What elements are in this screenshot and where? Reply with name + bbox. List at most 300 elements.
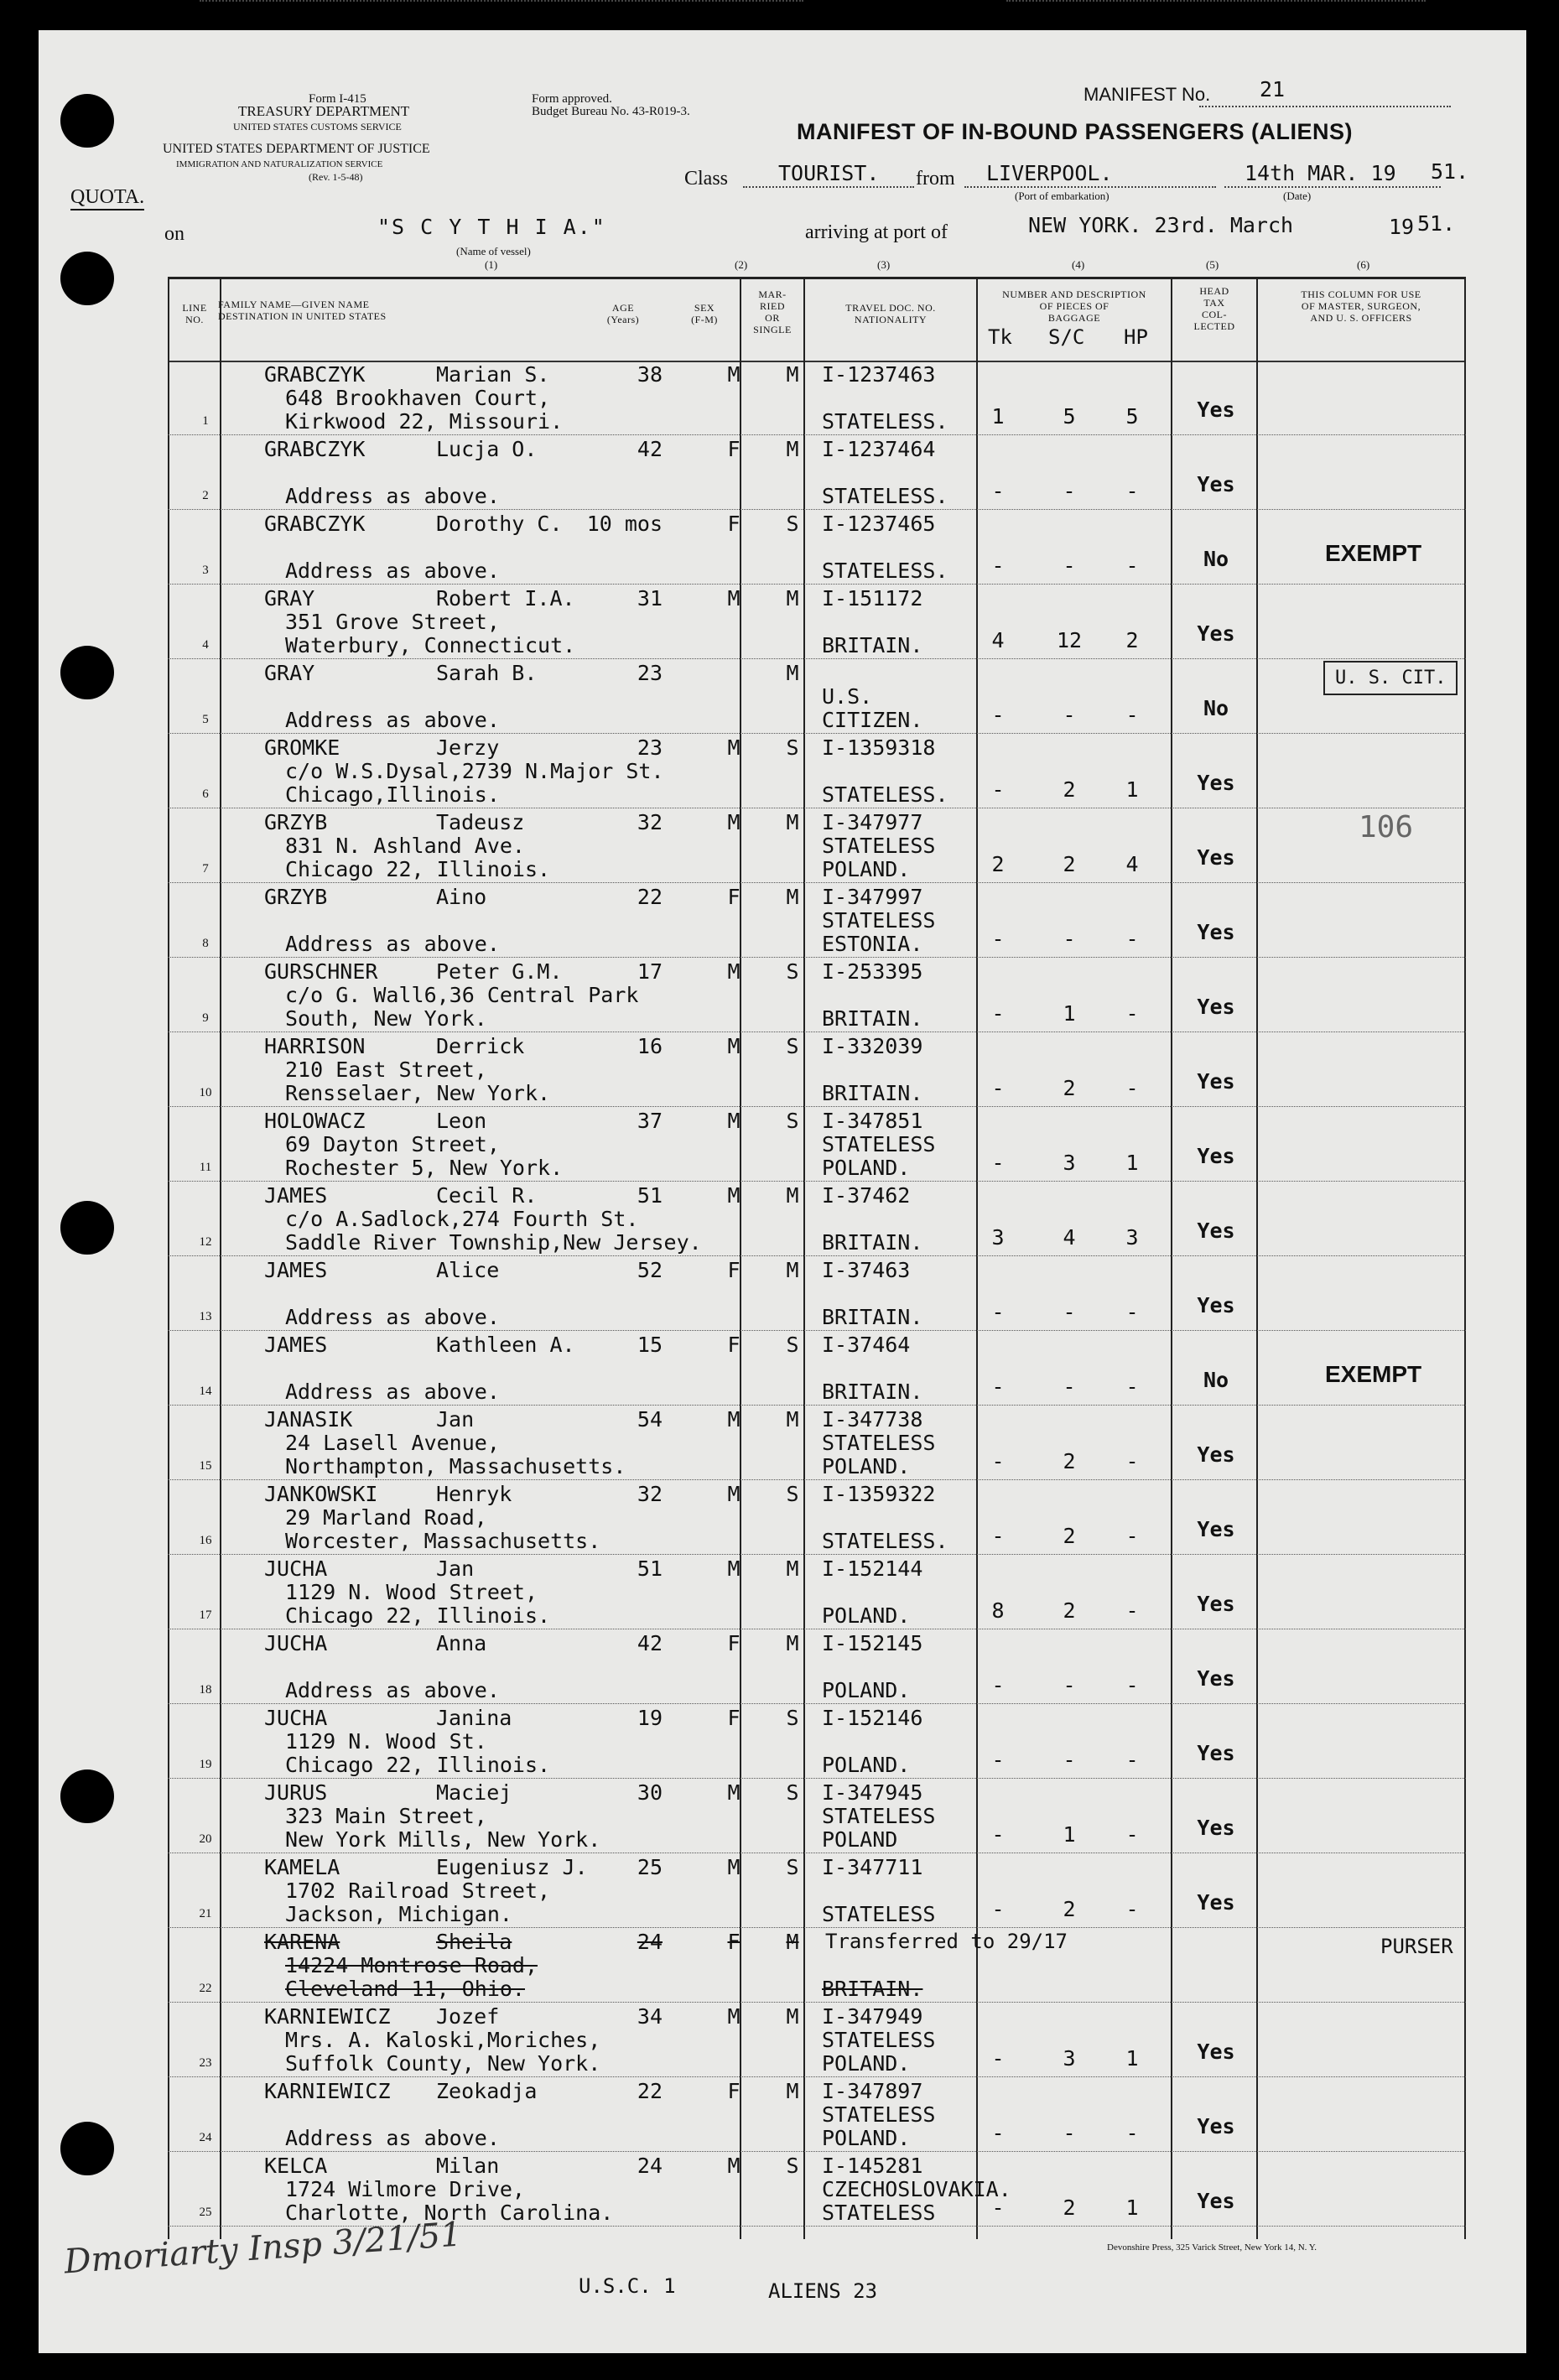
head-tax-collected: Yes — [1197, 1741, 1235, 1765]
line-number: 13 — [199, 1310, 212, 1323]
given-name: Sheila — [436, 1930, 512, 1954]
col-line-no: LINE NO. — [182, 302, 207, 325]
col-hp: HP — [1124, 325, 1148, 349]
address-line-2: South, New York. — [285, 1006, 487, 1031]
address-line-2: New York Mills, New York. — [285, 1827, 601, 1852]
head-tax-collected: Yes — [1197, 771, 1235, 795]
punch-hole — [60, 94, 114, 148]
baggage-tk: - — [991, 927, 1005, 951]
age: 23 — [637, 661, 663, 685]
marital-status: S — [786, 1855, 799, 1879]
baggage-hp: 1 — [1125, 2046, 1139, 2071]
line-number: 22 — [199, 1982, 212, 1995]
given-name: Anna — [436, 1631, 487, 1655]
baggage-sc: 2 — [1063, 1449, 1076, 1473]
address-line-2: Address as above. — [285, 484, 500, 508]
family-name: KAMELA — [264, 1855, 340, 1879]
baggage-sc: - — [1063, 703, 1076, 727]
marital-status: S — [786, 1333, 799, 1357]
head-tax-collected: Yes — [1197, 1517, 1235, 1541]
address-line-1: c/o G. Wall6,36 Central Park — [285, 983, 639, 1007]
nationality: BRITAIN. — [822, 1380, 923, 1404]
baggage-sc: 3 — [1063, 2046, 1076, 2071]
family-name: GRABCZYK — [264, 437, 366, 461]
baggage-tk: 1 — [991, 404, 1005, 429]
marital-status: M — [786, 885, 799, 909]
given-name: Maciej — [436, 1780, 512, 1805]
passenger-table — [168, 277, 1466, 2239]
baggage-hp: - — [1125, 1748, 1139, 1772]
address-line-1: 648 Brookhaven Court, — [285, 386, 551, 410]
nationality: BRITAIN. — [822, 1230, 923, 1255]
port-caption: (Port of embarkation) — [1015, 190, 1109, 202]
printer-imprint: Devonshire Press, 325 Varick Street, New York 14, N. Y. — [1107, 2242, 1317, 2253]
sex: M — [727, 959, 741, 984]
table-row — [168, 1331, 1466, 1406]
ins-service: IMMIGRATION AND NATURALIZATION SERVICE — [176, 159, 383, 169]
address-line-2: Address as above. — [285, 1380, 500, 1404]
nationality: STATELESS — [822, 1902, 936, 1926]
nationality: POLAND. — [822, 1156, 911, 1180]
given-name: Sarah B. — [436, 661, 538, 685]
travel-doc-no: I-347711 — [822, 1855, 923, 1879]
given-name: Peter G.M. — [436, 959, 563, 984]
head-tax-collected: No — [1203, 1368, 1229, 1392]
given-name: Aino — [436, 885, 487, 909]
given-name: Milan — [436, 2154, 500, 2178]
baggage-hp: - — [1125, 1822, 1139, 1847]
address-line-1: 24 Lasell Avenue, — [285, 1431, 500, 1455]
baggage-sc: 5 — [1063, 404, 1076, 429]
marital-status: S — [786, 512, 799, 536]
nationality: BRITAIN. — [822, 633, 923, 657]
travel-doc-no: I-145281 — [822, 2154, 923, 2178]
age: 22 — [637, 885, 663, 909]
table-row — [168, 2003, 1466, 2077]
baggage-tk: - — [991, 703, 1005, 727]
family-name: HARRISON — [264, 1034, 366, 1058]
usc-code: U.S.C. 1 — [579, 2274, 676, 2298]
sex: F — [727, 1706, 741, 1730]
nationality: BRITAIN. — [822, 1305, 923, 1329]
col-sex: SEX (F-M) — [691, 302, 718, 325]
travel-doc-no: I-347997 — [822, 885, 923, 909]
nationality: BRITAIN. — [822, 1081, 923, 1105]
col-family: FAMILY NAME—GIVEN NAME DESTINATION IN UNITED STATES — [218, 299, 387, 322]
baggage-sc: 4 — [1063, 1225, 1076, 1250]
sex: M — [727, 1855, 741, 1879]
table-row — [168, 1480, 1466, 1555]
baggage-tk: - — [991, 1076, 1005, 1100]
baggage-tk: 2 — [991, 852, 1005, 876]
col-head-tax: HEAD TAX COL- LECTED — [1193, 285, 1235, 332]
address-line-1: 351 Grove Street, — [285, 610, 500, 634]
marital-status: M — [786, 362, 799, 387]
family-name: GRZYB — [264, 885, 328, 909]
address-line-2: Address as above. — [285, 559, 500, 583]
nationality: BRITAIN. — [822, 1977, 923, 2001]
table-row — [168, 585, 1466, 659]
age: 10 mos — [586, 512, 663, 536]
purser-signature-label: PURSER — [1380, 1935, 1453, 1958]
budget-bureau: Budget Bureau No. 43-R019-3. — [532, 105, 690, 118]
given-name: Zeokadja — [436, 2079, 538, 2103]
sex: F — [727, 885, 741, 909]
sex: F — [727, 1631, 741, 1655]
nationality: CITIZEN. — [822, 708, 923, 732]
given-name: Lucja O. — [436, 437, 538, 461]
age: 31 — [637, 586, 663, 611]
line-number: 23 — [199, 2056, 212, 2070]
baggage-hp: 5 — [1125, 404, 1139, 429]
address-line-2: Address as above. — [285, 1678, 500, 1702]
address-line-2: Address as above. — [285, 1305, 500, 1329]
address-line-1: 69 Dayton Street, — [285, 1132, 500, 1156]
table-row — [168, 958, 1466, 1032]
table-row — [168, 1182, 1466, 1256]
address-line-2: Chicago 22, Illinois. — [285, 857, 551, 881]
address-line-2: Address as above. — [285, 2126, 500, 2150]
baggage-tk: - — [991, 1151, 1005, 1175]
embark-year: 51. — [1431, 159, 1469, 184]
customs-service: UNITED STATES CUSTOMS SERVICE — [233, 121, 402, 133]
family-name: JAMES — [264, 1183, 328, 1208]
table-row — [168, 734, 1466, 808]
baggage-hp: - — [1125, 2121, 1139, 2145]
baggage-tk: - — [991, 1524, 1005, 1548]
punch-hole — [60, 2122, 114, 2175]
nationality-line-1: STATELESS — [822, 1132, 936, 1156]
marital-status: M — [786, 1183, 799, 1208]
head-tax-collected: Yes — [1197, 1144, 1235, 1168]
stamped-number: 106 — [1359, 810, 1414, 844]
baggage-hp: - — [1125, 1300, 1139, 1324]
travel-doc-no: I-1359318 — [822, 735, 936, 760]
given-name: Jan — [436, 1556, 475, 1581]
line-number: 3 — [202, 564, 209, 577]
baggage-sc: - — [1063, 1300, 1076, 1324]
address-line-2: Rochester 5, New York. — [285, 1156, 564, 1180]
marital-status: M — [786, 661, 799, 685]
marital-status: S — [786, 959, 799, 984]
marital-status: M — [786, 2079, 799, 2103]
travel-doc-no: I-152144 — [822, 1556, 923, 1581]
nationality: POLAND. — [822, 857, 911, 881]
address-line-2: Northampton, Massachusetts. — [285, 1454, 626, 1478]
family-name: KELCA — [264, 2154, 328, 2178]
baggage-sc: 1 — [1063, 1822, 1076, 1847]
col-baggage: NUMBER AND DESCRIPTION OF PIECES OF BAGGAGE — [1002, 288, 1146, 324]
line-number: 18 — [199, 1683, 212, 1697]
head-tax-collected: Yes — [1197, 1069, 1235, 1094]
travel-doc-no: I-1237464 — [822, 437, 936, 461]
baggage-sc: - — [1063, 1748, 1076, 1772]
family-name: JURUS — [264, 1780, 328, 1805]
address-line-1: c/o W.S.Dysal,2739 N.Major St. — [285, 759, 664, 783]
sex: M — [727, 1780, 741, 1805]
baggage-sc: 2 — [1063, 852, 1076, 876]
marital-status: S — [786, 1109, 799, 1133]
age: 22 — [637, 2079, 663, 2103]
sex: F — [727, 1258, 741, 1282]
vessel-name: "S C Y T H I A." — [377, 215, 606, 239]
baggage-tk: - — [991, 2046, 1005, 2071]
head-tax-collected: Yes — [1197, 2040, 1235, 2064]
family-name: GRABCZYK — [264, 362, 366, 387]
nationality-line-1: STATELESS — [822, 1431, 936, 1455]
baggage-hp: - — [1125, 1673, 1139, 1697]
sex: M — [727, 362, 741, 387]
form-number: Form I-415 — [309, 92, 366, 106]
manifest-title: MANIFEST OF IN-BOUND PASSENGERS (ALIENS) — [797, 119, 1354, 144]
given-name: Jerzy — [436, 735, 500, 760]
address-line-1: 1129 N. Wood St. — [285, 1729, 487, 1754]
baggage-hp: 1 — [1125, 777, 1139, 802]
sex: M — [727, 1183, 741, 1208]
arrival-year-prefix: 19 — [1389, 215, 1415, 239]
nationality: POLAND. — [822, 1678, 911, 1702]
table-row — [168, 1555, 1466, 1629]
line-number: 17 — [199, 1608, 212, 1622]
baggage-tk: - — [991, 1673, 1005, 1697]
travel-doc-no: I-347897 — [822, 2079, 923, 2103]
table-row — [168, 2152, 1466, 2227]
baggage-hp: - — [1125, 703, 1139, 727]
address-line-2: Waterbury, Connecticut. — [285, 633, 576, 657]
family-name: HOLOWACZ — [264, 1109, 366, 1133]
address-line-1: 29 Marland Road, — [285, 1505, 487, 1530]
marital-status: M — [786, 1556, 799, 1581]
sex: M — [727, 1109, 741, 1133]
baggage-hp: 1 — [1125, 2196, 1139, 2220]
col-tk: Tk — [988, 325, 1012, 349]
line-number: 15 — [199, 1459, 212, 1473]
age: 51 — [637, 1556, 663, 1581]
table-row — [168, 1704, 1466, 1779]
line-number: 1 — [202, 414, 209, 428]
marital-status: M — [786, 437, 799, 461]
head-tax-collected: Yes — [1197, 2114, 1235, 2138]
given-name: Eugeniusz J. — [436, 1855, 588, 1879]
line-number: 6 — [202, 787, 209, 801]
marital-status: S — [786, 1034, 799, 1058]
baggage-sc: 1 — [1063, 1001, 1076, 1026]
table-row — [168, 883, 1466, 958]
nationality: POLAND. — [822, 1753, 911, 1777]
given-name: Marian S. — [436, 362, 550, 387]
nationality: STATELESS. — [822, 484, 948, 508]
marital-status: S — [786, 1482, 799, 1506]
travel-doc-no: I-1359322 — [822, 1482, 936, 1506]
address-line-1: 14224 Montrose Road, — [285, 1953, 538, 1977]
address-line-1: 1724 Wilmore Drive, — [285, 2177, 525, 2201]
family-name: KARNIEWICZ — [264, 2004, 391, 2029]
aliens-count: ALIENS 23 — [768, 2279, 878, 2303]
class-label: Class — [684, 168, 729, 190]
sex: M — [727, 1556, 741, 1581]
table-row — [168, 1032, 1466, 1107]
nationality-line-1: STATELESS — [822, 2102, 936, 2127]
head-tax-collected: Yes — [1197, 1890, 1235, 1915]
nationality-line-1: U.S. — [822, 684, 873, 709]
travel-doc-no: I-347949 — [822, 2004, 923, 2029]
family-name: JAMES — [264, 1258, 328, 1282]
line-number: 19 — [199, 1758, 212, 1771]
line-number: 24 — [199, 2131, 212, 2144]
sex: F — [727, 512, 741, 536]
line-number: 8 — [202, 937, 209, 950]
baggage-hp: 4 — [1125, 852, 1139, 876]
baggage-hp: - — [1125, 1524, 1139, 1548]
age: 37 — [637, 1109, 663, 1133]
nationality: STATELESS. — [822, 559, 948, 583]
line-number: 21 — [199, 1907, 212, 1920]
baggage-tk: - — [991, 1449, 1005, 1473]
nationality: ESTONIA. — [822, 932, 923, 956]
address-line-2: Address as above. — [285, 932, 500, 956]
address-line-1: 323 Main Street, — [285, 1804, 487, 1828]
address-line-1: 210 East Street, — [285, 1057, 487, 1082]
baggage-hp: - — [1125, 479, 1139, 503]
nationality: POLAND. — [822, 2126, 911, 2150]
baggage-hp: - — [1125, 1897, 1139, 1921]
sex: M — [727, 1034, 741, 1058]
given-name: Jan — [436, 1407, 475, 1432]
nationality-line-1: STATELESS — [822, 834, 936, 858]
family-name: GRAY — [264, 586, 315, 611]
travel-doc-no: I-37464 — [822, 1333, 911, 1357]
travel-doc-no: I-1237463 — [822, 362, 936, 387]
given-name: Leon — [436, 1109, 487, 1133]
head-tax-collected: No — [1203, 696, 1229, 720]
table-row — [168, 1853, 1466, 1928]
baggage-tk: - — [991, 2196, 1005, 2220]
col-sc: S/C — [1048, 325, 1085, 349]
line-number: 4 — [202, 638, 209, 652]
address-line-1: 831 N. Ashland Ave. — [285, 834, 525, 858]
age: 24 — [637, 2154, 663, 2178]
travel-doc-no: I-37463 — [822, 1258, 911, 1282]
family-name: GRZYB — [264, 810, 328, 834]
marital-status: M — [786, 2004, 799, 2029]
baggage-tk: - — [991, 1822, 1005, 1847]
from-label: from — [916, 168, 955, 190]
baggage-tk: - — [991, 1748, 1005, 1772]
nationality: POLAND. — [822, 1603, 911, 1628]
head-tax-collected: Yes — [1197, 1816, 1235, 1840]
given-name: Janina — [436, 1706, 512, 1730]
marital-status: M — [786, 1930, 799, 1954]
travel-doc-no: I-152146 — [822, 1706, 923, 1730]
given-name: Jozef — [436, 2004, 500, 2029]
address-line-2: Saddle River Township,New Jersey. — [285, 1230, 702, 1255]
address-line-1: 1702 Railroad Street, — [285, 1879, 551, 1903]
given-name: Alice — [436, 1258, 500, 1282]
arrival-year: 51. — [1417, 211, 1456, 236]
baggage-tk: - — [991, 1300, 1005, 1324]
family-name: JANASIK — [264, 1407, 353, 1432]
table-row — [168, 435, 1466, 510]
on-label: on — [164, 223, 184, 245]
address-line-2: Address as above. — [285, 708, 500, 732]
head-tax-collected: Yes — [1197, 1666, 1235, 1691]
baggage-tk: - — [991, 777, 1005, 802]
sex: M — [727, 2004, 741, 2029]
col-number: (2) — [735, 258, 748, 271]
line-number: 9 — [202, 1011, 209, 1025]
address-line-1: Mrs. A. Kaloski,Moriches, — [285, 2028, 601, 2052]
baggage-sc: 3 — [1063, 1151, 1076, 1175]
marital-status: S — [786, 2154, 799, 2178]
travel-doc-no: I-347945 — [822, 1780, 923, 1805]
baggage-tk: - — [991, 553, 1005, 578]
baggage-hp: - — [1125, 1001, 1139, 1026]
baggage-hp: - — [1125, 553, 1139, 578]
sex: F — [727, 1930, 741, 1954]
family-name: GROMKE — [264, 735, 340, 760]
nationality-line-1: CZECHOSLOVAKIA. — [822, 2177, 1011, 2201]
baggage-hp: - — [1125, 1076, 1139, 1100]
baggage-hp: - — [1125, 927, 1139, 951]
nationality: POLAND. — [822, 2051, 911, 2076]
punch-hole — [60, 1769, 114, 1823]
family-name: GRABCZYK — [264, 512, 366, 536]
address-line-2: Chicago,Illinois. — [285, 782, 500, 807]
line-number: 11 — [199, 1161, 212, 1174]
inspector-signature: Dmoriarty Insp 3/21/51 — [62, 2215, 463, 2282]
travel-doc-no: I-347738 — [822, 1407, 923, 1432]
family-name: JUCHA — [264, 1706, 328, 1730]
quota-label: QUOTA. — [70, 186, 144, 210]
vessel-caption: (Name of vessel) — [456, 245, 531, 257]
marital-status: S — [786, 1706, 799, 1730]
age: 19 — [637, 1706, 663, 1730]
head-tax-collected: Yes — [1197, 1293, 1235, 1317]
arrival-port: NEW YORK. 23rd. March — [1028, 213, 1294, 237]
head-tax-collected: Yes — [1197, 398, 1235, 422]
justice-dept: UNITED STATES DEPARTMENT OF JUSTICE — [163, 142, 430, 156]
punch-hole — [60, 646, 114, 699]
col-number: (4) — [1072, 258, 1085, 271]
nationality: STATELESS. — [822, 409, 948, 434]
address-line-2: Charlotte, North Carolina. — [285, 2201, 614, 2225]
head-tax-collected: Yes — [1197, 621, 1235, 646]
embark-date: 14th MAR. 19 — [1245, 161, 1396, 185]
given-name: Derrick — [436, 1034, 525, 1058]
age: 17 — [637, 959, 663, 984]
age: 23 — [637, 735, 663, 760]
head-tax-collected: Yes — [1197, 1442, 1235, 1467]
family-name: GRAY — [264, 661, 315, 685]
col-number: (3) — [877, 258, 891, 271]
age: 52 — [637, 1258, 663, 1282]
family-name: KARENA — [264, 1930, 340, 1954]
age: 34 — [637, 2004, 663, 2029]
line-number: 7 — [202, 862, 209, 876]
line-number: 20 — [199, 1832, 212, 1846]
exempt-stamp: EXEMPT — [1325, 540, 1422, 566]
baggage-sc: - — [1063, 479, 1076, 503]
treasury-dept: TREASURY DEPARTMENT — [238, 103, 410, 119]
head-tax-collected: No — [1203, 547, 1229, 571]
nationality: POLAND. — [822, 1454, 911, 1478]
table-row — [168, 1107, 1466, 1182]
age: 38 — [637, 362, 663, 387]
given-name: Cecil R. — [436, 1183, 538, 1208]
us-citizen-stamp: U. S. CIT. — [1323, 661, 1458, 695]
line-number: 2 — [202, 489, 209, 502]
baggage-sc: 12 — [1056, 628, 1083, 652]
